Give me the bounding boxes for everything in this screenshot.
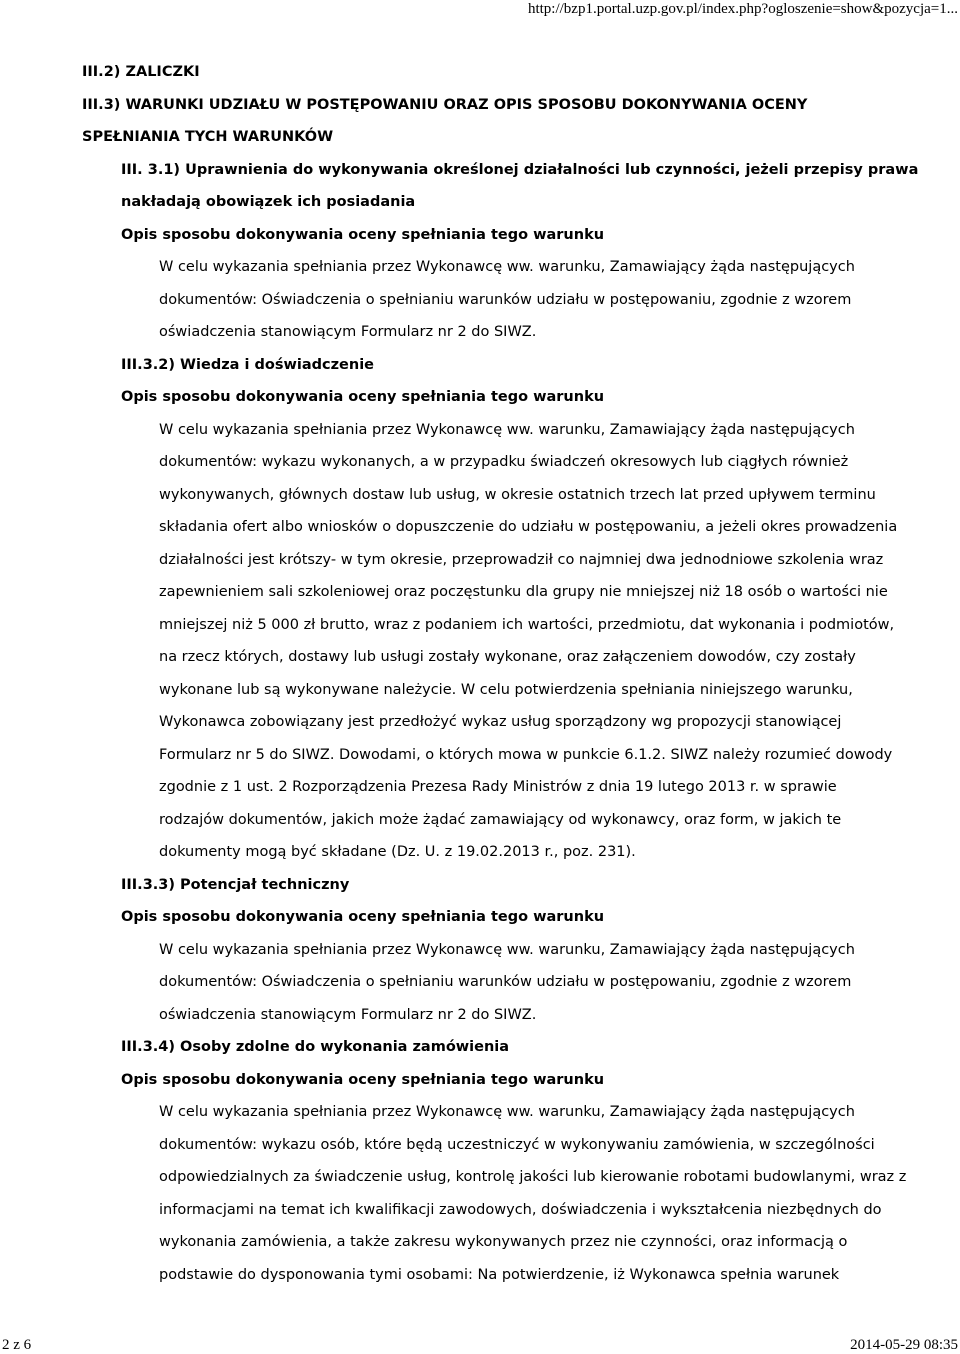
paragraph-line: oświadczenia stanowiącym Formularz nr 2 do SIWZ. (159, 1006, 537, 1023)
paragraph-line: podstawie do dysponowania tymi osobami: Na potwierdzenie, iż Wykonawca spełnia warunek (159, 1266, 840, 1283)
paragraph-line: działalności jest krótszy- w tym okresie, przeprowadził co najmniej dwa jednodniowe szkolenia wraz (159, 551, 884, 568)
paragraph-line: na rzecz których, dostawy lub usługi zostały wykonane, oraz załączeniem dowodów, czy zostały (159, 649, 856, 665)
paragraph-line: mniejszej niż 5 000 zł brutto, wraz z podaniem ich wartości, przedmiotu, dat wykonania i podmiotów, (159, 616, 895, 633)
paragraph-line: W celu wykazania spełniania przez Wykonawcę ww. warunku, Zamawiający żąda następujących (159, 1104, 855, 1120)
paragraph-line: dokumentów: Oświadczenia o spełnianiu warunków udziału w postępowaniu, zgodnie z wzorem (159, 974, 852, 990)
paragraph-line: zgodnie z 1 ust. 2 Rozporządzenia Prezesa Rady Ministrów z dnia 19 lutego 2013 r. w sprawie (159, 779, 837, 795)
page-url: http://bzp1.portal.uzp.gov.pl/index.php?ogloszenie=show&pozycja=1... (527, 1, 958, 17)
paragraph-line: Formularz nr 5 do SIWZ. Dowodami, o których mowa w punkcie 6.1.2. SIWZ należy rozumieć dowody (159, 746, 893, 763)
paragraph-line: dokumentów: wykazu wykonanych, a w przypadku świadczeń okresowych lub ciągłych również (159, 454, 849, 470)
subsection-heading-3-3: III.3.3) Potencjał techniczny (121, 876, 350, 893)
assessment-heading: Opis sposobu dokonywania oceny spełniania tego warunku (121, 389, 605, 405)
paragraph-line: składania ofert albo wniosków o dopuszczenie do udziału w postępowaniu, a jeżeli okres prowadzenia (159, 519, 898, 535)
section-heading-conditions: III.3) WARUNKI UDZIAŁU W POSTĘPOWANIU ORAZ OPIS SPOSOBU DOKONYWANIA OCENY (82, 96, 808, 113)
paragraph-line: dokumentów: wykazu osób, które będą uczestniczyć w wykonywaniu zamówienia, w szczególności (159, 1136, 875, 1153)
paragraph-line: W celu wykazania spełniania przez Wykonawcę ww. warunku, Zamawiający żąda następujących (159, 259, 855, 275)
print-datetime: 2014-05-29 08:35 (850, 1337, 958, 1353)
paragraph-line: zapewnieniem sali szkoleniowej oraz poczęstunku dla grupy nie mniejszej niż 18 osób o wartości nie (159, 584, 888, 600)
document-body (0, 56, 960, 1291)
page-number: 2 z 6 (2, 1337, 32, 1353)
paragraph-line: wykonane lub są wykonywane należycie. W celu potwierdzenia spełniania niniejszego warunku, (159, 681, 853, 698)
assessment-heading: Opis sposobu dokonywania oceny spełniania tego warunku (121, 909, 605, 925)
paragraph-line: W celu wykazania spełniania przez Wykonawcę ww. warunku, Zamawiający żąda następujących (159, 421, 855, 438)
paragraph-line: dokumentów: Oświadczenia o spełnianiu warunków udziału w postępowaniu, zgodnie z wzorem (159, 291, 852, 308)
paragraph-line: rodzajów dokumentów, jakich może żądać zamawiający od wykonawcy, oraz form, w jakich te (159, 811, 842, 828)
paragraph-line: informacjami na temat ich kwalifikacji zawodowych, doświadczenia i wykształcenia niezbędnych do (159, 1201, 882, 1218)
paragraph-line: odpowiedzialnych za świadczenie usług, kontrolę jakości lub kierowanie robotami budowlanymi, wraz z (159, 1169, 907, 1185)
assessment-heading: Opis sposobu dokonywania oceny spełniania tego warunku (121, 226, 605, 243)
subsection-heading-3-4: III.3.4) Osoby zdolne do wykonania zamówienia (121, 1039, 510, 1055)
paragraph-line: dokumenty mogą być składane (Dz. U. z 19.02.2013 r., poz. 231). (159, 844, 636, 860)
paragraph-line: wykonywanych, głównych dostaw lub usług, w okresie ostatnich trzech lat przed upływem terminu (159, 486, 876, 503)
paragraph-line: oświadczenia stanowiącym Formularz nr 2 do SIWZ. (159, 324, 537, 340)
subsection-heading-3-2: III.3.2) Wiedza i doświadczenie (121, 356, 375, 373)
paragraph-line: Wykonawca zobowiązany jest przedłożyć wykaz usług sporządzony wg propozycji stanowiącej (159, 714, 842, 730)
paragraph-line: W celu wykazania spełniania przez Wykonawcę ww. warunku, Zamawiający żąda następujących (159, 941, 855, 958)
subsection-heading-3-1-cont: nakładają obowiązek ich posiadania (121, 194, 416, 210)
assessment-heading: Opis sposobu dokonywania oceny spełniania tego warunku (121, 1071, 605, 1088)
section-heading-advances: III.2) ZALICZKI (82, 64, 200, 80)
subsection-heading-3-1: III. 3.1) Uprawnienia do wykonywania określonej działalności lub czynności, jeżeli przepisy prawa (121, 161, 919, 178)
paragraph-line: wykonania zamówienia, a także zakresu wykonywanych przez nie czynności, oraz informacją o (159, 1234, 848, 1250)
section-heading-conditions-cont: SPEŁNIANIA TYCH WARUNKÓW (82, 129, 334, 145)
